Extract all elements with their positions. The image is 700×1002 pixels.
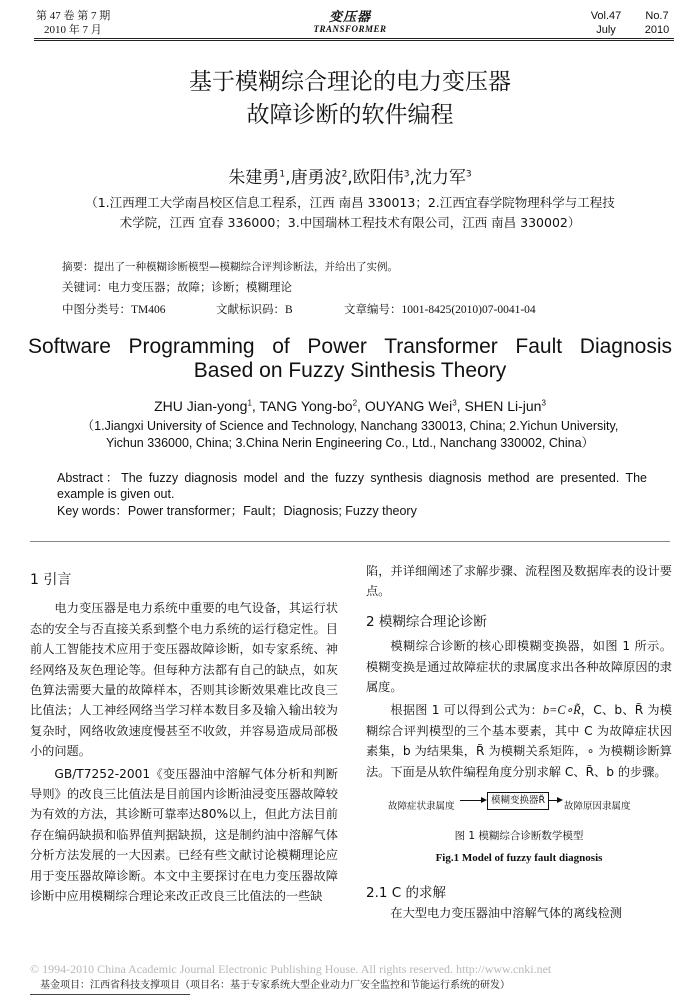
author-zh: 沈力军 [414,168,466,188]
affil-zh-line: （1.江西理工大学南昌校区信息工程系，江西 南昌 330013；2.江西宜春学院物理科学与工程技 [85,195,615,210]
header-vol-number: Vol.47 [590,10,622,22]
header-year: 2010 [644,24,670,36]
funding-footnote: 基金项目：江西省科技支撑项目（项目名：基于专家系统大型企业动力厂安全监控和节能运行系统的研发） [40,980,510,991]
header-rule-thin [34,40,674,41]
abstract-en [57,470,647,502]
title-en-line-1: Software Programming of Power Transformer Fault Diagnosis [28,335,672,358]
header-month: July [596,24,616,36]
author-en-sup: 2 [352,398,358,408]
author-zh-sup: 3 [465,169,472,180]
abstract-en-label: Abstract： [57,471,122,485]
author-en: SHEN Li-jun [464,398,542,414]
arrow-right-icon [460,800,485,801]
header-no-en [640,9,674,37]
paragraph: 电力变压器是电力系统中重要的电气设备，其运行状态的安全与否直接关系到整个电力系统的运行稳定性。目前人工智能技术应用于变压器故障诊断，如专家系统、神经网络及灰色理论等。但每种方法都有自己的缺点，如灰色算法需要大量的故障样本，否则其诊断效果难比改良三比值法；人工神经网络当学习样本数目多及输入输出较为复杂时，网络收敛速度慢甚至不收敛，并容易造成局部极小的问题。 [30,601,338,759]
title-zh-line-1: 基于模糊综合理论的电力变压器 [189,69,511,95]
doc-code-label: 文献标识码： [216,302,285,316]
header-volume-zh: 第 47 卷 第 7 期 [36,10,111,22]
keywords-en-text: Power transformer；Fault；Diagnosis; Fuzzy theory [127,504,417,518]
paragraph: GB/T7252-2001《变压器油中溶解气体分析和判断导则》的改良三比值法是目前国内诊断油浸变压器故障较为有效的方法，其诊断可靠率达80%以上，但此方法目前存在编码缺损和临界值判据缺损，这是制约油中溶解气体分析方法发展的一大因素。已经有些文献讨论模糊理论应用于变压器故障诊断。本文中主要探讨在电力变压器故障诊断中应用模糊综合理论来改正改良三比值法的一些缺 [30,766,338,904]
section-2-heading: 2 模糊综合理论诊断 [366,613,487,630]
keywords-zh-text: 电力变压器；故障；诊断；模糊理论 [108,280,292,294]
header-rule [34,38,674,39]
journal-name-zh: 变压器 [328,10,371,25]
figure-caption-en: Fig.1 Model of fuzzy fault diagnosis [435,852,603,865]
diagram-transformer-box: 模糊变换器R̃ [487,792,549,810]
affil-en-line: Yichun 336000, China; 3.China Nerin Engineering Co., Ltd., Nanchang 330002, China） [105,436,595,450]
keywords-zh [62,278,292,296]
diagram-output-label: 故障原因隶属度 [564,801,631,813]
arrow-right-icon [549,800,561,801]
affiliations-zh [48,193,652,233]
article-no-label: 文章编号： [344,302,402,316]
left-column [30,562,338,907]
author-en: ZHU Jian-yong [154,398,248,414]
title-en-line-2: Based on Fuzzy Sinthesis Theory [193,359,507,382]
formula: b=C∘R̃ [543,703,581,718]
header-volume [36,9,110,37]
affil-zh-line: 术学院，江西 宜春 336000；3.中国瑞林工程技术有限公司，江西 南昌 330002） [119,215,581,230]
doc-code-value: B [285,304,293,316]
paragraph [366,700,672,782]
keywords-en [57,503,647,519]
paragraph: 模糊综合诊断的核心即模糊变换器，如图 1 所示。模糊变换是通过故障症状的隶属度求出各种故障原因的隶属度。 [366,639,672,695]
clc-value: TM406 [131,304,166,316]
header-date-zh: 2010 年 7 月 [44,24,102,36]
diagram-input-label: 故障症状隶属度 [388,801,455,813]
header-vol-en [586,9,626,37]
formula-explanation: ，C、b、R̃ 为模糊综合评判模型的三个基本要素，其中 C 为故障症状因素集，b 为结果集，R̃ 为模糊关系矩阵，∘ 为模糊诊断算法。下面是从软件编程角度分别求解 C、R̃、b 的步骤。 [366,703,672,779]
affil-en-line: （1.Jiangxi University of Science and Technology, Nanchang 330013, China; 2.Yichun University, [81,419,619,433]
author-en-sup: 1 [247,398,252,408]
author-zh-sup: 3 [403,169,410,180]
paragraph: 陷，并详细阐述了求解步骤、流程图及数据库表的设计要点。 [366,564,672,599]
fuzzy-model-diagram [366,788,672,822]
author-zh-sup: 2 [341,169,348,180]
title-zh-line-2: 故障诊断的软件编程 [246,102,454,128]
section-2-1-heading: 2.1 C 的求解 [366,884,446,901]
formula-intro: 根据图 1 可以得到公式为： [390,703,544,718]
journal-name-en: TRANSFORMER [313,24,387,34]
abstract-en-text: The fuzzy diagnosis model and the fuzzy synthesis diagnosis method are presented. The example is given out. [57,471,647,501]
abstract-zh-label: 摘要： [62,261,94,273]
figure-caption-zh: 图 1 模糊综合诊断数学模型 [454,830,584,843]
author-en-sup: 3 [452,398,457,408]
author-en: TANG Yong-bo [259,398,353,414]
footnote-rule [30,994,190,995]
affiliations-en [30,418,670,452]
classification-row [62,300,642,319]
author-en: OUYANG Wei [364,398,453,414]
section-1-heading: 1 引言 [30,572,72,588]
article-no-value: 1001-8425(2010)07-0041-04 [401,304,536,316]
author-zh: 唐勇波 [290,168,342,188]
journal-logo [300,6,400,34]
author-zh-sup: 1 [279,169,286,180]
author-zh: 朱建勇 [228,168,280,188]
title-zh [40,66,660,132]
authors-zh: 朱建勇$^1$,唐勇波$^2$,欧阳伟$^3$,沈力军$^3$ [228,168,472,188]
abstract-zh-text: 提出了一种模糊诊断模型—模糊综合评判诊断法，并给出了实例。 [93,261,398,273]
keywords-en-label: Key words： [57,504,128,518]
clc-label: 中图分类号： [62,302,131,316]
keywords-zh-label: 关键词： [62,280,108,294]
right-column [366,561,672,924]
section-separator [30,541,670,542]
copyright-watermark: © 1994-2010 China Academic Journal Electronic Publishing House. All rights reserved. http://www.cnki.net [30,962,552,976]
author-zh: 欧阳伟 [352,168,404,188]
author-en-sup: 3 [541,398,546,408]
paragraph: 在大型电力变压器油中溶解气体的离线检测 [390,906,622,921]
abstract-zh [62,258,398,276]
authors-en: ZHU Jian-yong$^1$, TANG Yong-$bo^2$, OUYANG Wei$^3$, SHEN Li-jun$^3$ [154,398,546,414]
header-issue-number: No.7 [645,10,669,22]
